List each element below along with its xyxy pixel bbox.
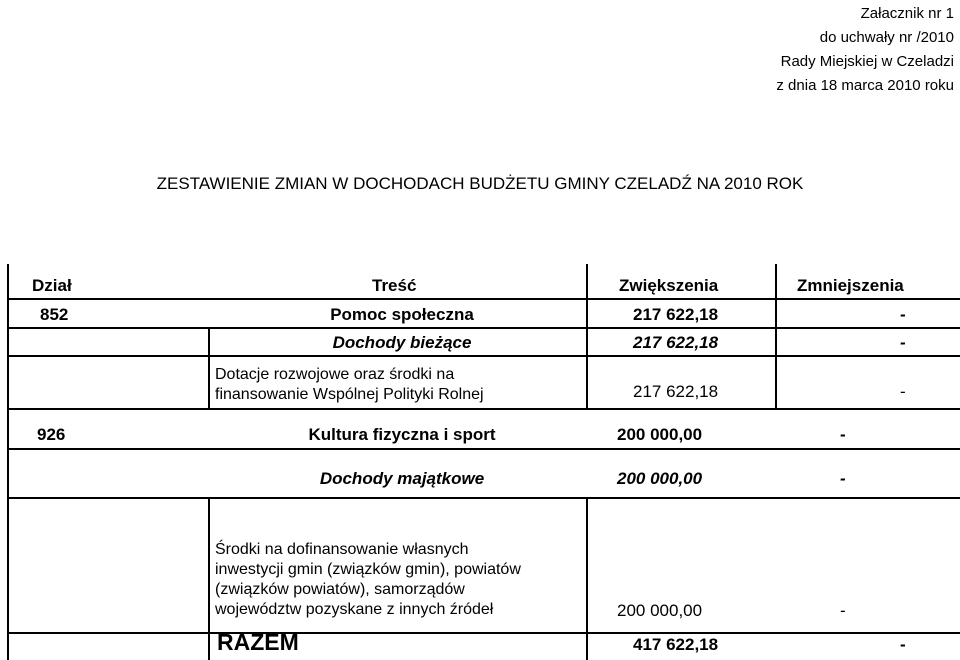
column-header-tresc: Treść [372, 276, 417, 295]
row-divider [7, 408, 960, 410]
row-divider [7, 632, 960, 634]
table-row-852-dzial: 852 [40, 305, 69, 324]
column-header-zwiekszenia: Zwiększenia [619, 276, 719, 295]
table-row-dochody-majatkowe-zmniejszenia: - [840, 469, 846, 488]
column-header-zmniejszenia: Zmniejszenia [797, 276, 904, 295]
total-label: RAZEM [217, 629, 299, 655]
attachment-header [776, 2, 954, 98]
row-divider [7, 355, 960, 357]
council-name: Rady Miejskiej w Czeladzi [780, 53, 954, 70]
row-divider [7, 298, 960, 300]
table-row-dochody-biezace: Dochody bieżące [332, 333, 472, 352]
column-divider [586, 497, 588, 660]
column-divider [7, 264, 9, 660]
row-divider [7, 327, 960, 329]
table-row-dochody-majatkowe-zwiekszenia: 200 000,00 [617, 469, 703, 488]
table-row-srodki-zmniejszenia: - [840, 601, 846, 620]
resolution-number: do uchwały nr /2010 [819, 29, 954, 46]
total-zmniejszenia: - [900, 635, 906, 654]
column-divider [208, 327, 210, 409]
row-divider [7, 448, 960, 450]
table-row-dotacje-zwiekszenia: 217 622,18 [633, 382, 719, 401]
table-row-dochody-biezace-zmniejszenia: - [900, 333, 906, 352]
total-zwiekszenia: 417 622,18 [633, 635, 719, 654]
column-divider [208, 497, 210, 660]
document-title: ZESTAWIENIE ZMIAN W DOCHODACH BUDŻETU GMINY CZELADŹ NA 2010 ROK [156, 174, 804, 193]
table-row-dochody-biezace-zwiekszenia: 217 622,18 [633, 333, 719, 352]
table-row-852-zwiekszenia: 217 622,18 [633, 305, 719, 324]
table-row-srodki-zwiekszenia: 200 000,00 [617, 601, 703, 620]
resolution-date: z dnia 18 marca 2010 roku [776, 77, 954, 94]
column-divider [586, 264, 588, 410]
table-row-852-zmniejszenia: - [900, 305, 906, 324]
attachment-number: Załacznik nr 1 [860, 5, 954, 22]
table-row-852-tresc: Pomoc społeczna [330, 305, 474, 324]
column-header-dzial: Dział [32, 276, 72, 295]
budget-table [7, 264, 960, 660]
table-row-srodki-tresc: Środki na dofinansowanie własnych inwestycji gmin (związków gmin), powiatów (związków powiatów), samorządów województw pozyskane z innych źródeł [215, 541, 521, 618]
table-row-dochody-majatkowe: Dochody majątkowe [319, 469, 485, 488]
table-row-dotacje-zmniejszenia: - [900, 382, 906, 401]
column-divider [775, 264, 777, 410]
table-row-dotacje-tresc: Dotacje rozwojowe oraz środki na finansowanie Wspólnej Polityki Rolnej [215, 366, 484, 403]
table-row-926-tresc: Kultura fizyczna i sport [308, 425, 496, 444]
row-divider [7, 497, 960, 499]
table-row-926-zmniejszenia: - [840, 425, 846, 444]
table-row-926-zwiekszenia: 200 000,00 [617, 425, 703, 444]
table-row-926-dzial: 926 [37, 425, 66, 444]
